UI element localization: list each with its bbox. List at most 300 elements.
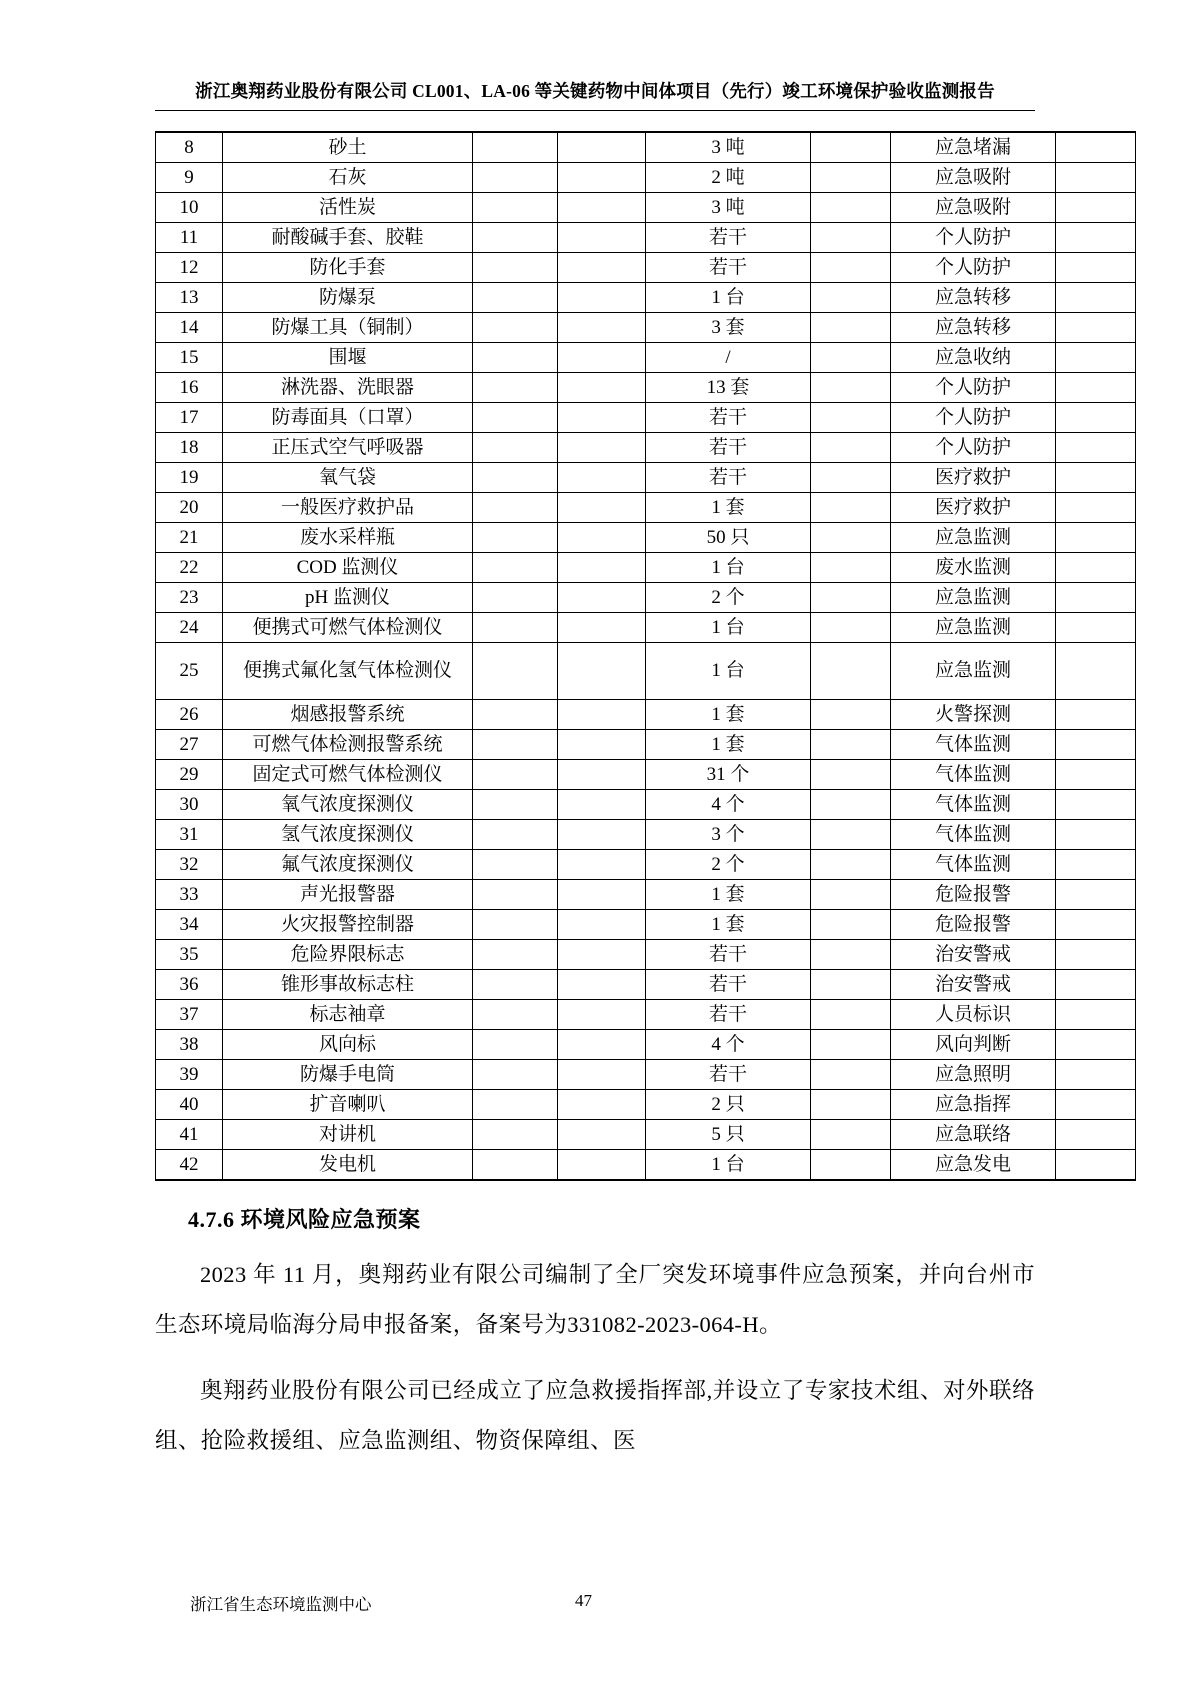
cell-blank-a [473, 283, 558, 313]
cell-index: 10 [156, 193, 223, 223]
cell-blank-b [558, 253, 646, 283]
table-row [156, 132, 1136, 163]
cell-index: 36 [156, 970, 223, 1000]
cell-blank-a [473, 820, 558, 850]
table-row [156, 613, 1136, 643]
table-row [156, 700, 1136, 730]
cell-quantity: 2 个 [646, 850, 811, 880]
cell-purpose: 治安警戒 [891, 940, 1056, 970]
cell-quantity: 若干 [646, 403, 811, 433]
emergency-equipment-table [155, 131, 1136, 1181]
cell-blank-a [473, 343, 558, 373]
cell-blank-c [811, 910, 891, 940]
table-row [156, 730, 1136, 760]
cell-blank-d [1056, 163, 1136, 193]
cell-blank-c [811, 820, 891, 850]
cell-blank-a [473, 1150, 558, 1181]
cell-blank-a [473, 643, 558, 700]
cell-index: 23 [156, 583, 223, 613]
cell-blank-c [811, 1030, 891, 1060]
cell-blank-b [558, 760, 646, 790]
cell-purpose: 个人防护 [891, 433, 1056, 463]
cell-equipment-name: 火灾报警控制器 [223, 910, 473, 940]
cell-blank-c [811, 613, 891, 643]
table-row [156, 760, 1136, 790]
cell-equipment-name: 固定式可燃气体检测仪 [223, 760, 473, 790]
cell-blank-b [558, 373, 646, 403]
cell-blank-d [1056, 820, 1136, 850]
cell-blank-c [811, 132, 891, 163]
cell-blank-a [473, 553, 558, 583]
cell-index: 41 [156, 1120, 223, 1150]
cell-blank-c [811, 373, 891, 403]
cell-index: 17 [156, 403, 223, 433]
table-row [156, 850, 1136, 880]
cell-purpose: 应急堵漏 [891, 132, 1056, 163]
cell-blank-a [473, 493, 558, 523]
cell-blank-b [558, 193, 646, 223]
cell-equipment-name: 砂土 [223, 132, 473, 163]
cell-equipment-name: pH 监测仪 [223, 583, 473, 613]
cell-purpose: 个人防护 [891, 373, 1056, 403]
table-row [156, 880, 1136, 910]
cell-blank-c [811, 643, 891, 700]
cell-index: 24 [156, 613, 223, 643]
cell-purpose: 治安警戒 [891, 970, 1056, 1000]
table-row [156, 1030, 1136, 1060]
cell-quantity: 1 套 [646, 700, 811, 730]
cell-index: 21 [156, 523, 223, 553]
cell-blank-b [558, 523, 646, 553]
cell-purpose: 应急收纳 [891, 343, 1056, 373]
cell-blank-b [558, 700, 646, 730]
cell-equipment-name: 便携式可燃气体检测仪 [223, 613, 473, 643]
cell-blank-c [811, 1000, 891, 1030]
cell-quantity: 13 套 [646, 373, 811, 403]
cell-index: 13 [156, 283, 223, 313]
table-row [156, 790, 1136, 820]
cell-purpose: 应急发电 [891, 1150, 1056, 1181]
cell-blank-b [558, 403, 646, 433]
cell-quantity: 若干 [646, 433, 811, 463]
cell-purpose: 应急联络 [891, 1120, 1056, 1150]
table-row [156, 403, 1136, 433]
cell-purpose: 危险报警 [891, 910, 1056, 940]
cell-index: 42 [156, 1150, 223, 1181]
cell-blank-a [473, 403, 558, 433]
cell-blank-d [1056, 223, 1136, 253]
cell-equipment-name: 正压式空气呼吸器 [223, 433, 473, 463]
cell-equipment-name: 淋洗器、洗眼器 [223, 373, 473, 403]
cell-blank-b [558, 463, 646, 493]
cell-blank-c [811, 850, 891, 880]
cell-index: 40 [156, 1090, 223, 1120]
table-row [156, 463, 1136, 493]
cell-equipment-name: 氟气浓度探测仪 [223, 850, 473, 880]
table-row [156, 493, 1136, 523]
cell-purpose: 废水监测 [891, 553, 1056, 583]
cell-quantity: 若干 [646, 463, 811, 493]
cell-quantity: 1 台 [646, 613, 811, 643]
table-row [156, 163, 1136, 193]
cell-index: 32 [156, 850, 223, 880]
cell-quantity: 3 套 [646, 313, 811, 343]
cell-blank-c [811, 343, 891, 373]
cell-blank-a [473, 433, 558, 463]
table-row [156, 193, 1136, 223]
cell-quantity: 4 个 [646, 790, 811, 820]
cell-blank-b [558, 880, 646, 910]
cell-index: 9 [156, 163, 223, 193]
cell-blank-c [811, 523, 891, 553]
cell-quantity: 1 台 [646, 553, 811, 583]
cell-quantity: 3 个 [646, 820, 811, 850]
cell-index: 20 [156, 493, 223, 523]
table-row [156, 223, 1136, 253]
cell-equipment-name: 防爆工具（铜制） [223, 313, 473, 343]
section-paragraph-2: 奥翔药业股份有限公司已经成立了应急救援指挥部,并设立了专家技术组、对外联络组、抢险救援组、应急监测组、物资保障组、医 [155, 1378, 1035, 1453]
cell-blank-a [473, 700, 558, 730]
cell-blank-d [1056, 132, 1136, 163]
cell-blank-c [811, 193, 891, 223]
cell-blank-a [473, 1000, 558, 1030]
cell-index: 26 [156, 700, 223, 730]
cell-blank-c [811, 760, 891, 790]
cell-blank-c [811, 163, 891, 193]
cell-purpose: 应急照明 [891, 1060, 1056, 1090]
cell-quantity: 若干 [646, 1000, 811, 1030]
cell-quantity: 50 只 [646, 523, 811, 553]
cell-index: 39 [156, 1060, 223, 1090]
cell-blank-a [473, 253, 558, 283]
cell-blank-c [811, 313, 891, 343]
footer-organization: 浙江省生态环境监测中心 [190, 1596, 372, 1614]
cell-blank-d [1056, 613, 1136, 643]
cell-blank-b [558, 583, 646, 613]
cell-blank-c [811, 730, 891, 760]
table-row [156, 970, 1136, 1000]
cell-purpose: 个人防护 [891, 253, 1056, 283]
cell-index: 33 [156, 880, 223, 910]
cell-equipment-name: 氧气浓度探测仪 [223, 790, 473, 820]
cell-blank-d [1056, 1000, 1136, 1030]
cell-blank-b [558, 970, 646, 1000]
cell-blank-a [473, 880, 558, 910]
table-row [156, 253, 1136, 283]
cell-blank-b [558, 313, 646, 343]
cell-blank-d [1056, 283, 1136, 313]
cell-blank-d [1056, 1150, 1136, 1181]
cell-blank-a [473, 583, 558, 613]
page-footer [0, 1591, 1190, 1615]
table-row [156, 1060, 1136, 1090]
cell-blank-b [558, 790, 646, 820]
cell-equipment-name: COD 监测仪 [223, 553, 473, 583]
cell-purpose: 应急监测 [891, 523, 1056, 553]
cell-blank-c [811, 463, 891, 493]
cell-blank-b [558, 730, 646, 760]
cell-blank-d [1056, 523, 1136, 553]
cell-blank-b [558, 1060, 646, 1090]
cell-quantity: 2 只 [646, 1090, 811, 1120]
cell-blank-d [1056, 583, 1136, 613]
cell-blank-a [473, 132, 558, 163]
cell-index: 18 [156, 433, 223, 463]
cell-blank-c [811, 700, 891, 730]
cell-blank-c [811, 403, 891, 433]
cell-purpose: 应急监测 [891, 583, 1056, 613]
cell-index: 11 [156, 223, 223, 253]
cell-blank-a [473, 1030, 558, 1060]
cell-blank-d [1056, 253, 1136, 283]
cell-blank-d [1056, 553, 1136, 583]
cell-quantity: 31 个 [646, 760, 811, 790]
cell-blank-c [811, 1060, 891, 1090]
table-row [156, 583, 1136, 613]
cell-blank-c [811, 433, 891, 463]
cell-equipment-name: 石灰 [223, 163, 473, 193]
cell-index: 34 [156, 910, 223, 940]
cell-purpose: 应急转移 [891, 313, 1056, 343]
cell-purpose: 危险报警 [891, 880, 1056, 910]
cell-blank-d [1056, 433, 1136, 463]
cell-purpose: 应急转移 [891, 283, 1056, 313]
cell-blank-b [558, 163, 646, 193]
cell-blank-c [811, 583, 891, 613]
cell-blank-c [811, 223, 891, 253]
cell-blank-d [1056, 880, 1136, 910]
cell-purpose: 个人防护 [891, 223, 1056, 253]
cell-blank-c [811, 1120, 891, 1150]
cell-equipment-name: 危险界限标志 [223, 940, 473, 970]
cell-blank-a [473, 193, 558, 223]
cell-purpose: 火警探测 [891, 700, 1056, 730]
cell-blank-b [558, 1150, 646, 1181]
cell-index: 30 [156, 790, 223, 820]
cell-quantity: 2 个 [646, 583, 811, 613]
table-row [156, 433, 1136, 463]
cell-index: 8 [156, 132, 223, 163]
cell-quantity: 若干 [646, 1060, 811, 1090]
cell-blank-c [811, 283, 891, 313]
cell-blank-c [811, 553, 891, 583]
page-header [155, 0, 1035, 103]
cell-index: 25 [156, 643, 223, 700]
table-row [156, 313, 1136, 343]
cell-index: 14 [156, 313, 223, 343]
cell-blank-b [558, 433, 646, 463]
cell-blank-c [811, 493, 891, 523]
cell-blank-d [1056, 1090, 1136, 1120]
cell-blank-d [1056, 343, 1136, 373]
cell-blank-b [558, 283, 646, 313]
cell-quantity: 5 只 [646, 1120, 811, 1150]
cell-blank-b [558, 553, 646, 583]
cell-blank-b [558, 613, 646, 643]
cell-index: 29 [156, 760, 223, 790]
cell-blank-d [1056, 790, 1136, 820]
cell-blank-d [1056, 313, 1136, 343]
cell-blank-a [473, 970, 558, 1000]
cell-index: 37 [156, 1000, 223, 1030]
cell-index: 27 [156, 730, 223, 760]
table-row [156, 643, 1136, 700]
table-row [156, 343, 1136, 373]
cell-quantity: 4 个 [646, 1030, 811, 1060]
cell-blank-c [811, 790, 891, 820]
cell-blank-a [473, 373, 558, 403]
table-row [156, 1120, 1136, 1150]
cell-quantity: 1 套 [646, 880, 811, 910]
cell-blank-a [473, 1090, 558, 1120]
cell-blank-b [558, 940, 646, 970]
cell-quantity: 3 吨 [646, 193, 811, 223]
footer-page-number: 47 [575, 1591, 592, 1610]
cell-blank-a [473, 523, 558, 553]
cell-blank-b [558, 223, 646, 253]
table-row [156, 940, 1136, 970]
cell-blank-d [1056, 760, 1136, 790]
cell-equipment-name: 防爆泵 [223, 283, 473, 313]
table-row [156, 1150, 1136, 1181]
cell-blank-d [1056, 940, 1136, 970]
cell-index: 16 [156, 373, 223, 403]
cell-equipment-name: 氧气袋 [223, 463, 473, 493]
cell-equipment-name: 可燃气体检测报警系统 [223, 730, 473, 760]
cell-blank-b [558, 850, 646, 880]
cell-equipment-name: 便携式氟化氢气体检测仪 [223, 643, 473, 700]
cell-quantity: 2 吨 [646, 163, 811, 193]
cell-purpose: 气体监测 [891, 820, 1056, 850]
cell-blank-a [473, 313, 558, 343]
cell-quantity: 1 台 [646, 643, 811, 700]
cell-blank-c [811, 940, 891, 970]
table-row [156, 1090, 1136, 1120]
cell-equipment-name: 风向标 [223, 1030, 473, 1060]
cell-blank-b [558, 493, 646, 523]
table-row [156, 523, 1136, 553]
cell-quantity: 若干 [646, 253, 811, 283]
cell-blank-b [558, 1090, 646, 1120]
cell-equipment-name: 声光报警器 [223, 880, 473, 910]
cell-purpose: 应急吸附 [891, 163, 1056, 193]
table-row [156, 910, 1136, 940]
cell-blank-a [473, 760, 558, 790]
cell-blank-b [558, 910, 646, 940]
cell-blank-a [473, 910, 558, 940]
cell-blank-d [1056, 850, 1136, 880]
cell-index: 22 [156, 553, 223, 583]
table-row [156, 553, 1136, 583]
cell-blank-d [1056, 970, 1136, 1000]
cell-quantity: 1 套 [646, 493, 811, 523]
cell-blank-d [1056, 1120, 1136, 1150]
header-divider [155, 110, 1035, 111]
cell-quantity: 若干 [646, 940, 811, 970]
cell-blank-b [558, 820, 646, 850]
cell-blank-a [473, 1120, 558, 1150]
cell-purpose: 医疗救护 [891, 463, 1056, 493]
table-row [156, 283, 1136, 313]
cell-index: 38 [156, 1030, 223, 1060]
cell-equipment-name: 围堰 [223, 343, 473, 373]
cell-equipment-name: 防化手套 [223, 253, 473, 283]
cell-blank-d [1056, 643, 1136, 700]
cell-blank-a [473, 1060, 558, 1090]
cell-equipment-name: 防毒面具（口罩） [223, 403, 473, 433]
cell-blank-d [1056, 910, 1136, 940]
cell-index: 12 [156, 253, 223, 283]
cell-purpose: 气体监测 [891, 790, 1056, 820]
cell-equipment-name: 锥形事故标志柱 [223, 970, 473, 1000]
cell-blank-d [1056, 463, 1136, 493]
cell-blank-a [473, 850, 558, 880]
header-title: 浙江奥翔药业股份有限公司 CL001、LA-06 等关键药物中间体项目（先行）竣工环境保护验收监测报告 [195, 81, 995, 101]
cell-equipment-name: 氢气浓度探测仪 [223, 820, 473, 850]
cell-index: 19 [156, 463, 223, 493]
cell-quantity: 若干 [646, 223, 811, 253]
cell-blank-d [1056, 193, 1136, 223]
cell-equipment-name: 烟感报警系统 [223, 700, 473, 730]
cell-blank-d [1056, 730, 1136, 760]
cell-equipment-name: 活性炭 [223, 193, 473, 223]
cell-blank-c [811, 1150, 891, 1181]
section-heading: 4.7.6 环境风险应急预案 [188, 1207, 421, 1232]
cell-equipment-name: 防爆手电筒 [223, 1060, 473, 1090]
cell-blank-a [473, 790, 558, 820]
cell-equipment-name: 标志袖章 [223, 1000, 473, 1030]
cell-blank-b [558, 643, 646, 700]
cell-quantity: 1 台 [646, 283, 811, 313]
cell-blank-d [1056, 1030, 1136, 1060]
cell-quantity: / [646, 343, 811, 373]
cell-quantity: 3 吨 [646, 132, 811, 163]
cell-blank-d [1056, 373, 1136, 403]
cell-quantity: 1 套 [646, 730, 811, 760]
table-row [156, 820, 1136, 850]
cell-equipment-name: 废水采样瓶 [223, 523, 473, 553]
cell-blank-a [473, 223, 558, 253]
cell-equipment-name: 发电机 [223, 1150, 473, 1181]
cell-blank-c [811, 253, 891, 283]
cell-index: 15 [156, 343, 223, 373]
cell-purpose: 应急指挥 [891, 1090, 1056, 1120]
cell-purpose: 应急监测 [891, 643, 1056, 700]
cell-purpose: 人员标识 [891, 1000, 1056, 1030]
cell-blank-d [1056, 403, 1136, 433]
cell-quantity: 若干 [646, 970, 811, 1000]
cell-purpose: 个人防护 [891, 403, 1056, 433]
cell-blank-d [1056, 1060, 1136, 1090]
cell-purpose: 气体监测 [891, 850, 1056, 880]
cell-blank-b [558, 1120, 646, 1150]
cell-blank-a [473, 463, 558, 493]
table-row [156, 373, 1136, 403]
cell-index: 35 [156, 940, 223, 970]
cell-purpose: 风向判断 [891, 1030, 1056, 1060]
section-paragraph-1: 2023 年 11 月，奥翔药业有限公司编制了全厂突发环境事件应急预案，并向台州市生态环境局临海分局申报备案，备案号为331082-2023-064-H。 [155, 1262, 1035, 1337]
cell-index: 31 [156, 820, 223, 850]
cell-blank-c [811, 970, 891, 1000]
cell-equipment-name: 耐酸碱手套、胶鞋 [223, 223, 473, 253]
cell-equipment-name: 对讲机 [223, 1120, 473, 1150]
cell-blank-d [1056, 700, 1136, 730]
cell-blank-a [473, 940, 558, 970]
cell-blank-b [558, 1030, 646, 1060]
cell-quantity: 1 台 [646, 1150, 811, 1181]
cell-purpose: 气体监测 [891, 760, 1056, 790]
cell-purpose: 医疗救护 [891, 493, 1056, 523]
